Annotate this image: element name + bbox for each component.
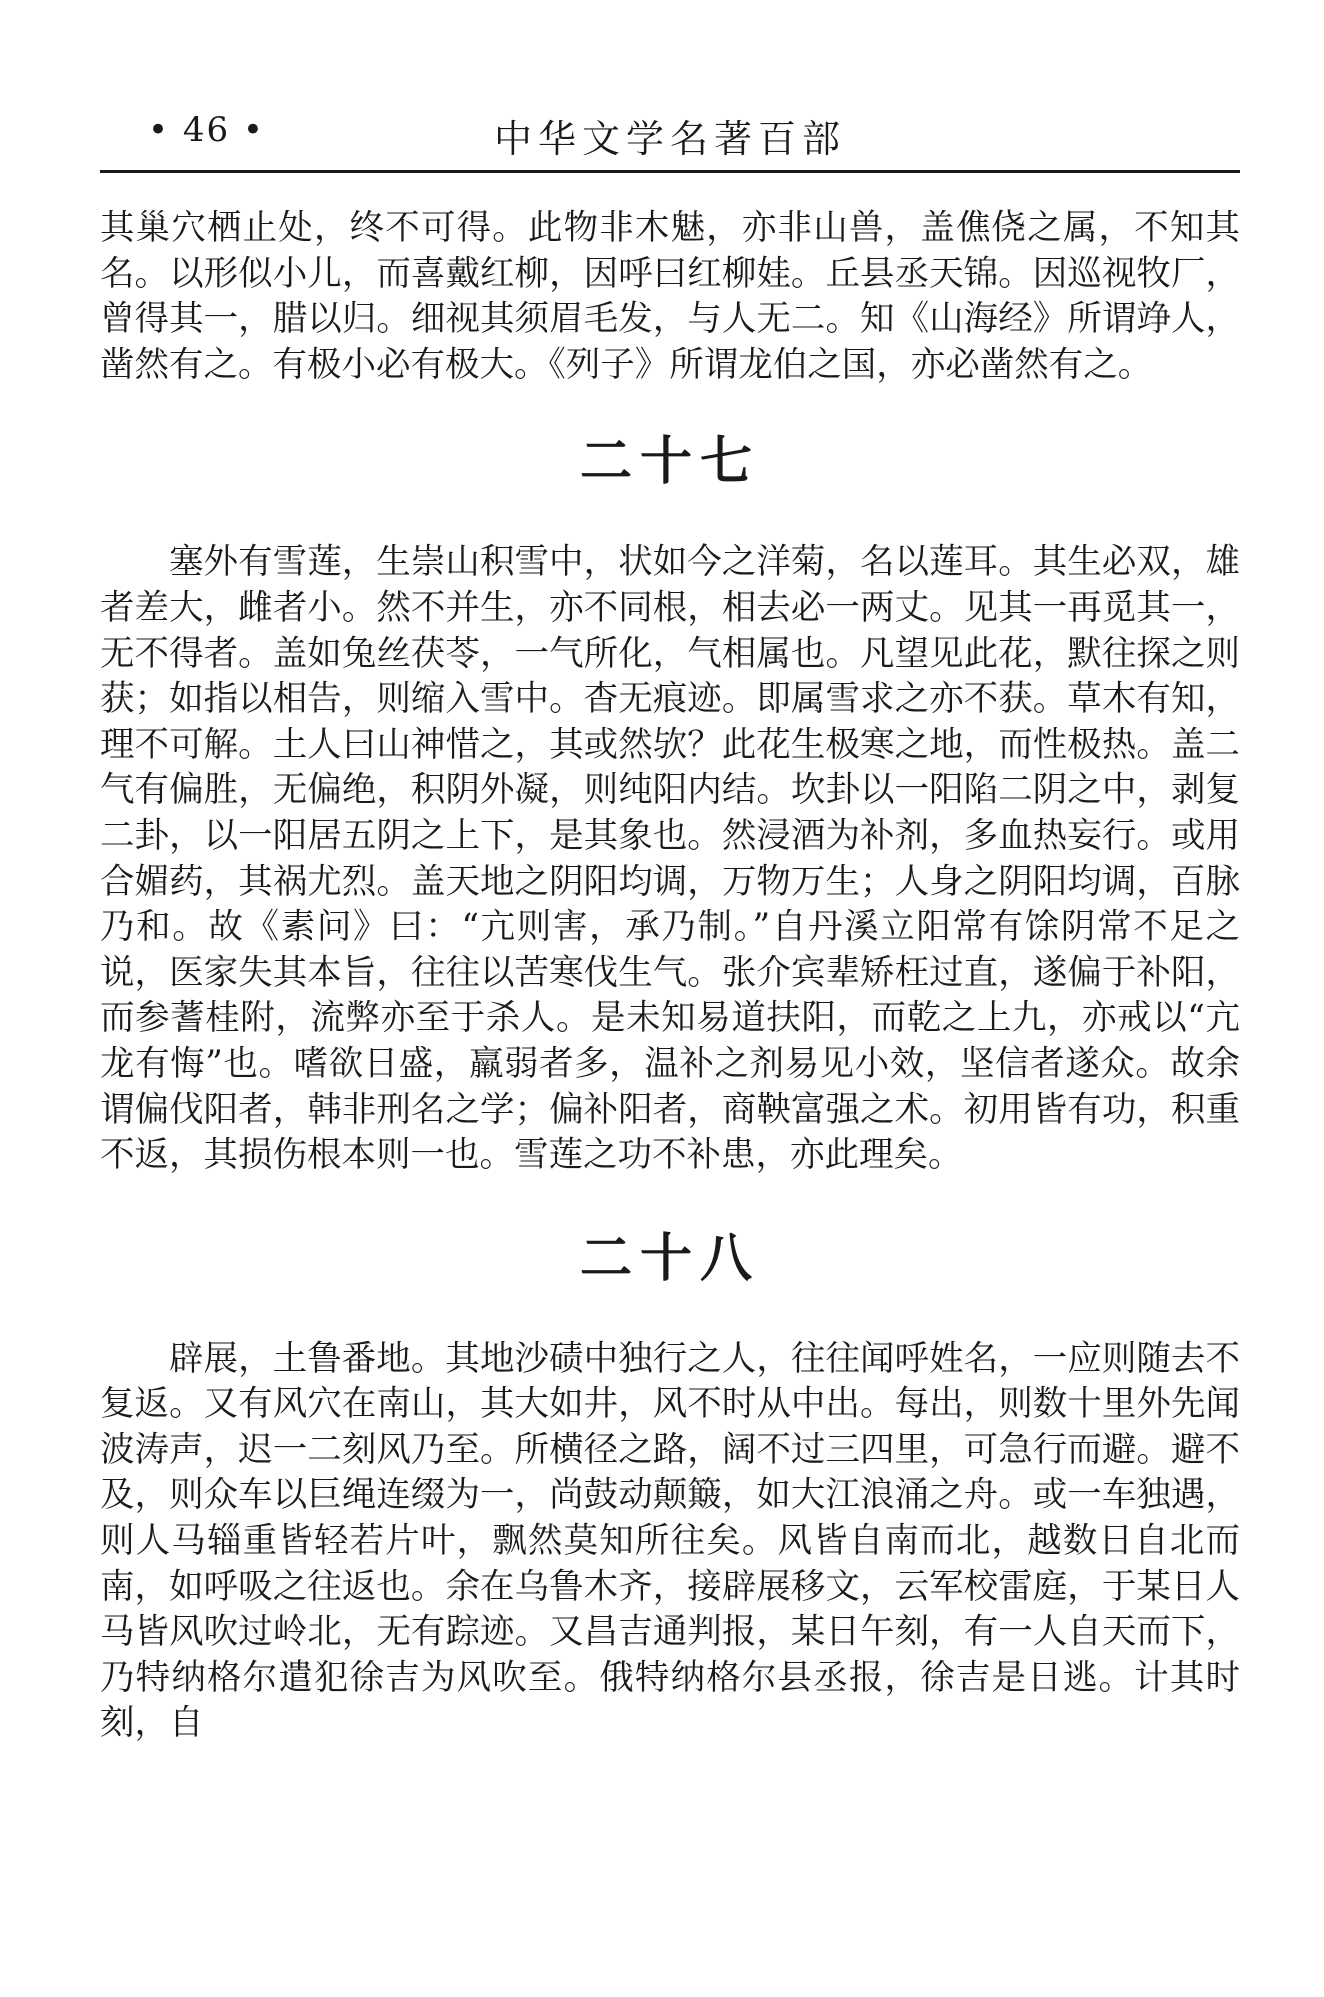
section-27-paragraph: 塞外有雪莲，生崇山积雪中，状如今之洋菊，名以莲耳。其生必双，雄者差大，雌者小。然不并生，亦不同根，相去必一两丈。见其一再觅其一，无不得者。盖如兔丝茯苓，一气所化，气相属也。凡望见此花，默往探之则获；如指以相告，则缩入雪中。杳无痕迹。即属雪求之亦不获。草木有知，理不可解。土人曰山神惜之，其或然欤？此花生极寒之地，而性极热。盖二气有偏胜，无偏绝，积阴外凝，则纯阳内结。坎卦以一阳陷二阴之中，剥复二卦，以一阳居五阴之上下，是其象也。然浸酒为补剂，多血热妄行。或用合媚药，其祸尤烈。盖天地之阴阳均调，万物万生；人身之阴阳均调，百脉乃和。故《素问》曰：“亢则害，承乃制。”自丹溪立阳常有馀阴常不足之说，医家失其本旨，往往以苦寒伐生气。张介宾辈矫枉过直，遂偏于补阳，而参蓍桂附，流弊亦至于杀人。是未知易道扶阳，而乾之上九，亦戒以“亢龙有悔”也。嗜欲日盛，羸弱者多，温补之剂易见小效，坚信者遂众。故余谓偏伐阳者，韩非刑名之学；偏补阳者，商鞅富强之术。初用皆有功，积重不返，其损伤根本则一也。雪莲之功不补患，亦此理矣。 bbox=[100, 542, 1240, 1176]
header-rule bbox=[100, 170, 1240, 173]
section-28-paragraph: 辟展，土鲁番地。其地沙碛中独行之人，往往闻呼姓名，一应则随去不复返。又有风穴在南山，其大如井，风不时从中出。每出，则数十里外先闻波涛声，迟一二刻风乃至。所横径之路，阔不过三四里，可急行而避。避不及，则众车以巨绳连缀为一，尚鼓动颠簸，如大江浪涌之舟。或一车独遇，则人马辎重皆轻若片叶，飘然莫知所往矣。风皆自南而北，越数日自北而南，如呼吸之往返也。余在乌鲁木齐，接辟展移文，云军校雷庭，于某日人马皆风吹过岭北，无有踪迹。又昌吉通判报，某日午刻，有一人自天而下，乃特纳格尔遣犯徐吉为风吹至。俄特纳格尔县丞报，徐吉是日逃。计其时刻，自 bbox=[100, 1338, 1240, 1744]
page-body bbox=[100, 206, 1240, 1747]
section-heading-27: 二十七 bbox=[579, 432, 760, 493]
page-header bbox=[100, 108, 1240, 164]
section-heading-28: 二十八 bbox=[579, 1228, 760, 1289]
book-title: 中华文学名著百部 bbox=[493, 117, 846, 161]
page-number: • 46 • bbox=[148, 110, 265, 150]
continued-paragraph: 其巢穴栖止处，终不可得。此物非木魅，亦非山兽，盖僬侥之属，不知其名。以形似小儿，而喜戴红柳，因呼曰红柳娃。丘县丞天锦。因巡视牧厂，曾得其一，腊以归。细视其须眉毛发，与人无二。知《山海经》所谓竫人，凿然有之。有极小必有极大。《列子》所谓龙伯之国，亦必凿然有之。 bbox=[100, 208, 1240, 385]
